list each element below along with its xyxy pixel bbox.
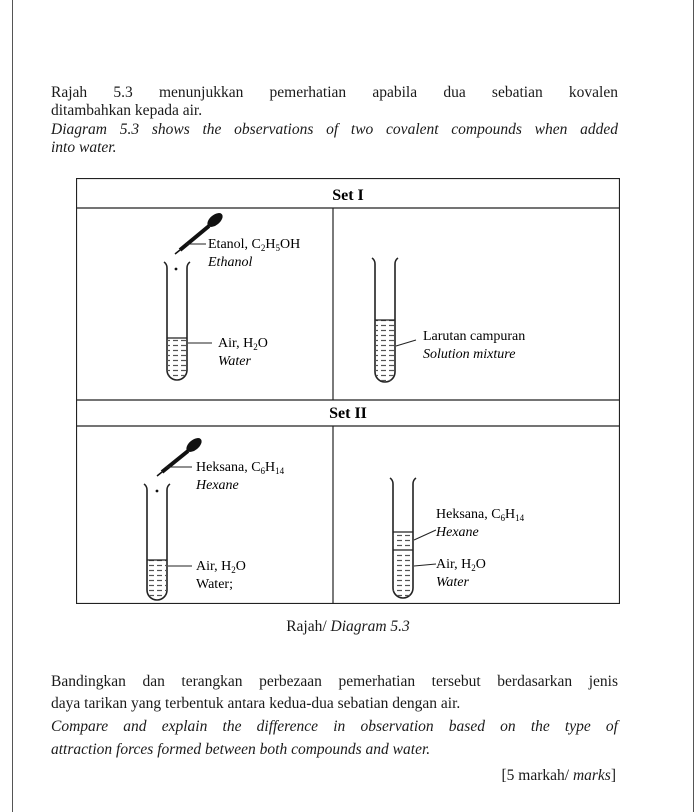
intro-english-line1: Diagram 5.3 shows the observations of two covalent compounds when added [51, 121, 618, 138]
question-malay-line1: Bandingkan dan terangkan perbezaan pemerhatian tersebut berdasarkan jenis [51, 673, 618, 690]
set2-bottom-layer-en: Water [436, 575, 469, 590]
set1-title: Set I [332, 187, 364, 204]
set1-result-en: Solution mixture [423, 347, 516, 362]
set2-liquid-label: Air, $H_2O$ [196, 559, 246, 575]
marks-label: [5 markah/ marks] [501, 767, 616, 784]
page-border-left [12, 0, 13, 812]
set2-reagent-en: Hexane [196, 478, 239, 493]
page-border-right [693, 0, 694, 812]
set1-liquid-en: Water [218, 354, 251, 369]
set1-reagent-label: Etanol, $C_2H_5OH$ [208, 237, 301, 253]
set2-title: Set II [329, 405, 367, 422]
question-malay-line2: daya tarikan yang terbentuk antara kedua-dua sebatian dengan air. [51, 695, 461, 712]
set1-reagent-en: Ethanol [208, 255, 253, 270]
intro-malay-line2: ditambahkan kepada air. [51, 102, 203, 119]
set2-top-layer-label: Heksana, $C_6H_{14}$ [436, 507, 525, 523]
set1-test-tube-left [164, 262, 190, 380]
set1-result-label: Larutan campuran [423, 329, 526, 344]
set1-liquid-label: Air, $H_2O$ [218, 336, 268, 352]
question-english-line2: attraction forces formed between both compounds and water. [51, 741, 431, 758]
set2-liquid-en: Water; [196, 577, 233, 592]
intro-malay-line1: Rajah 5.3 menunjukkan pemerhatian apabila dua sebatian kovalen [51, 84, 618, 101]
diagram-frame [77, 179, 620, 604]
diagram-5-3 [76, 178, 620, 604]
set2-test-tube-left [144, 484, 170, 600]
set2-bottom-layer-label: Air, $H_2O$ [436, 557, 486, 573]
set1-result-leader [396, 340, 416, 346]
set2-reagent-label: Heksana, $C_6H_{14}$ [196, 460, 285, 476]
set2-top-layer-leader [414, 530, 436, 540]
set2-bottom-layer-leader [414, 564, 436, 566]
diagram-caption: Rajah/ Diagram 5.3 [286, 618, 410, 635]
set2-top-layer-en: Hexane [436, 525, 479, 540]
intro-english-line2: into water. [51, 139, 117, 156]
set2-test-tube-right [390, 478, 416, 598]
set1-test-tube-right [372, 258, 398, 382]
question-english-line1: Compare and explain the difference in observation based on the type of [51, 718, 618, 735]
